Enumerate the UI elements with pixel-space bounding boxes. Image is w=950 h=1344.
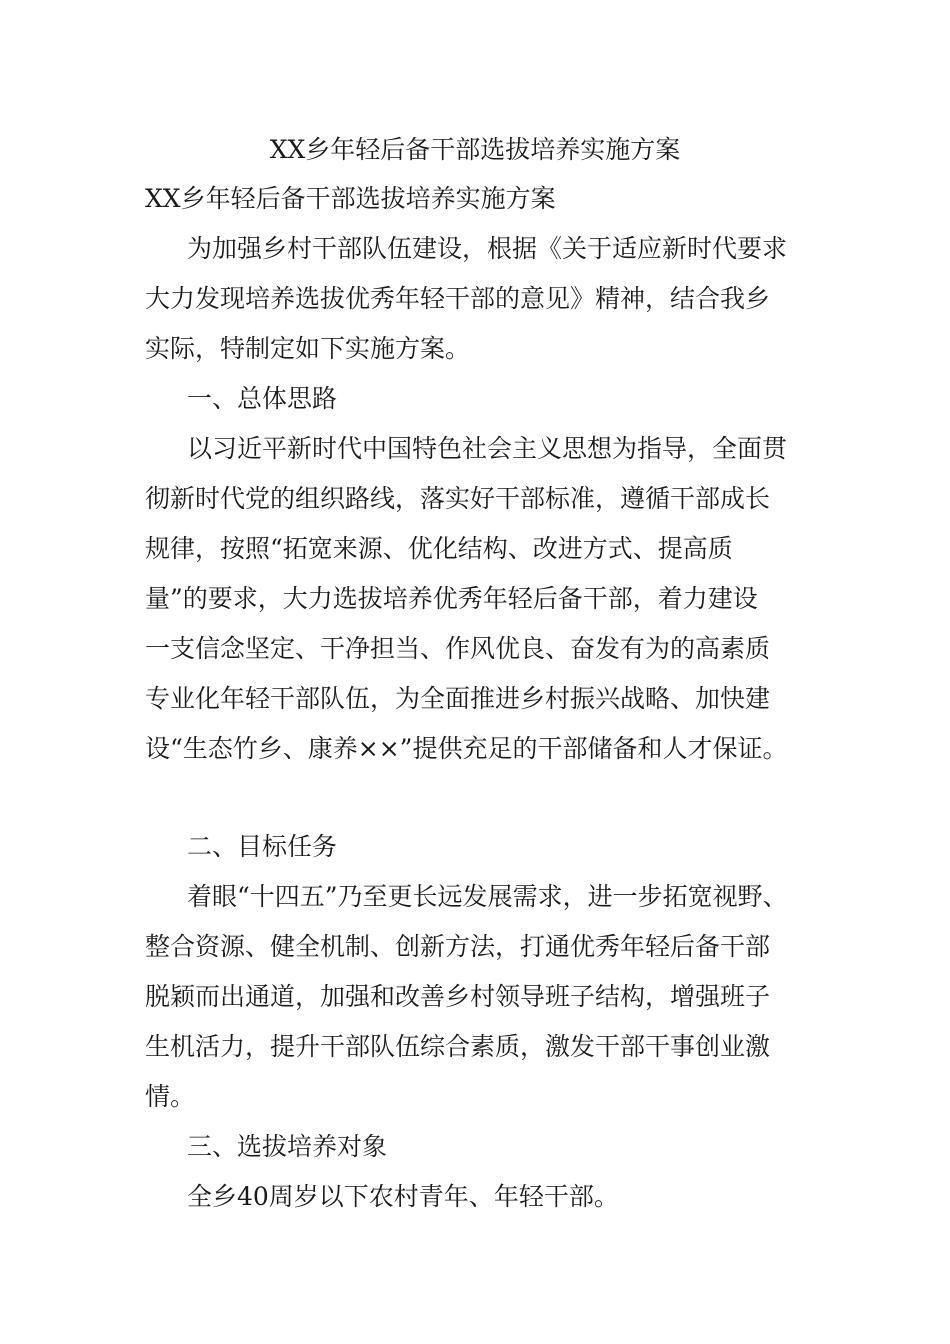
paragraph-line: 一支信念坚定、干净担当、作风优良、奋发有为的高素质 bbox=[145, 634, 771, 663]
paragraph-line: 实际，特制定如下实施方案。 bbox=[145, 334, 471, 363]
intro-paragraph bbox=[145, 224, 825, 374]
section-3-paragraph bbox=[145, 1172, 825, 1222]
paragraph-line: 生机活力，提升干部队伍综合素质，激发干部干事创业激 bbox=[145, 1032, 771, 1061]
section-heading-3 bbox=[145, 1122, 825, 1172]
paragraph-line: 情。 bbox=[145, 1082, 196, 1111]
paragraph-line: 整合资源、健全机制、创新方法，打通优秀年轻后备干部 bbox=[145, 932, 771, 961]
paragraph-line: 彻新时代党的组织路线，落实好干部标准，遵循干部成长 bbox=[145, 484, 771, 513]
paragraph-line: 为加强乡村干部队伍建设，根据《关于适应新时代要求 bbox=[187, 234, 788, 263]
document-title: XX乡年轻后备干部选拔培养实施方案 bbox=[269, 135, 681, 164]
subtitle-block bbox=[145, 174, 825, 224]
paragraph-line: 以习近平新时代中国特色社会主义思想为指导，全面贯 bbox=[187, 434, 788, 463]
paragraph-line: 规律，按照“拓宽来源、优化结构、改进方式、提高质 bbox=[145, 534, 733, 563]
paragraph-line: 设“生态竹乡、康养××”提供充足的干部储备和人才保证。 bbox=[145, 734, 788, 763]
section-1-paragraph bbox=[145, 424, 825, 774]
paragraph-line: 大力发现培养选拔优秀年轻干部的意见》精神，结合我乡 bbox=[145, 284, 771, 313]
section-heading-1 bbox=[145, 374, 825, 424]
section-heading-2 bbox=[145, 822, 825, 872]
paragraph-line: 全乡40周岁以下农村青年、年轻干部。 bbox=[187, 1182, 619, 1211]
section-heading: 三、选拔培养对象 bbox=[187, 1132, 388, 1161]
paragraph-line: 脱颖而出通道，加强和改善乡村领导班子结构，增强班子 bbox=[145, 982, 771, 1011]
paragraph-line: 着眼“十四五”乃至更长远发展需求，进一步拓宽视野、 bbox=[187, 882, 788, 911]
section-heading: 一、总体思路 bbox=[187, 384, 338, 413]
section-heading: 二、目标任务 bbox=[187, 832, 338, 861]
section-2-paragraph bbox=[145, 872, 825, 1122]
subtitle-line: XX乡年轻后备干部选拔培养实施方案 bbox=[145, 184, 556, 213]
paragraph-line: 专业化年轻干部队伍，为全面推进乡村振兴战略、加快建 bbox=[145, 684, 771, 713]
paragraph-line: 量”的要求，大力选拔培养优秀年轻后备干部，着力建设 bbox=[145, 584, 758, 613]
